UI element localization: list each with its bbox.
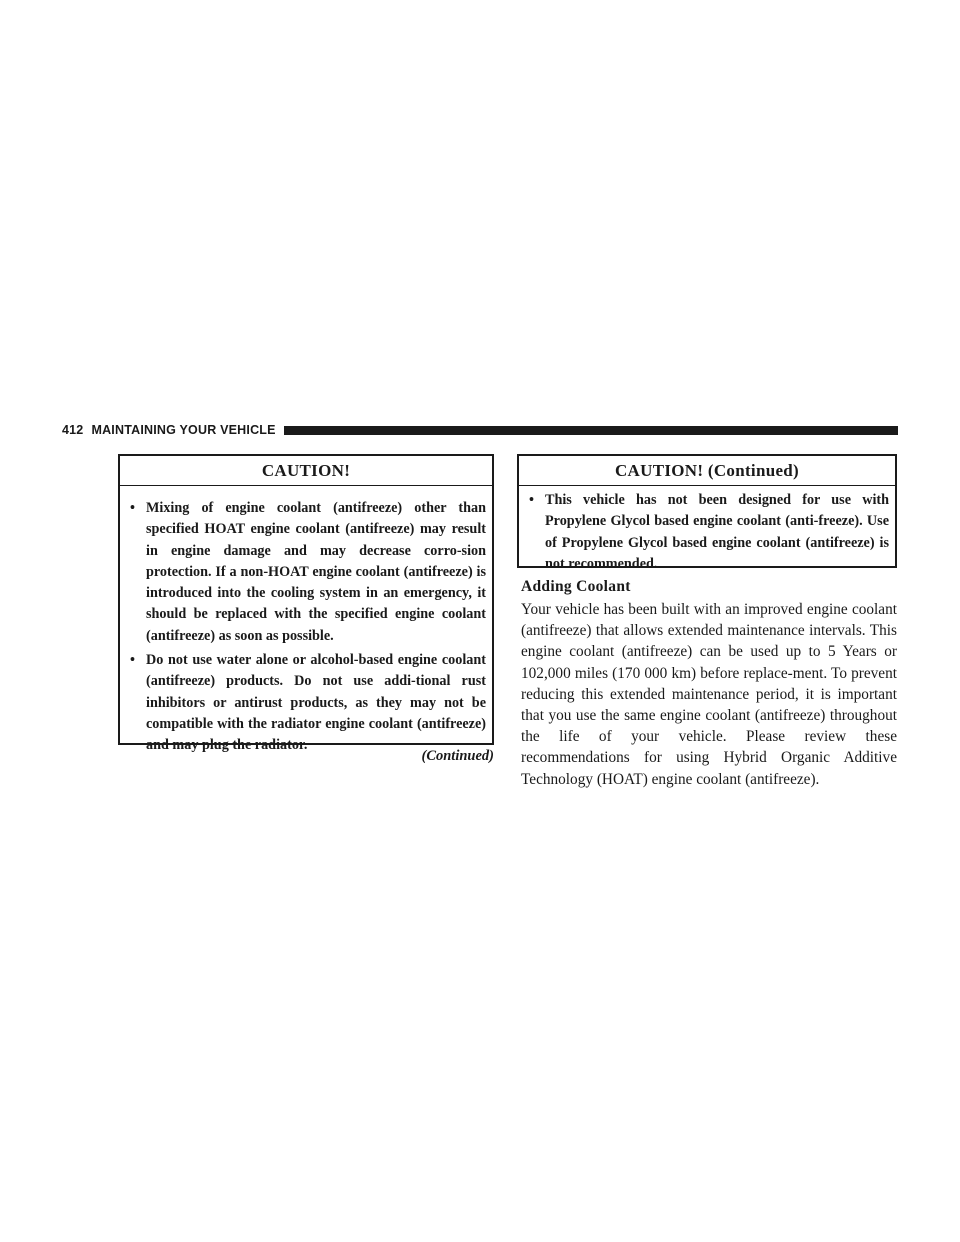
bullet-icon: • bbox=[130, 500, 135, 516]
caution-continued-box bbox=[517, 454, 897, 572]
bullet-icon: • bbox=[130, 652, 135, 669]
caution-item bbox=[128, 498, 486, 647]
caution-title: CAUTION! bbox=[120, 456, 492, 486]
continued-label: (Continued) bbox=[421, 748, 494, 764]
caution-continued-list bbox=[519, 486, 895, 575]
caution-list bbox=[120, 486, 492, 757]
header-rule bbox=[284, 426, 898, 435]
caution-item-text: Mixing of engine coolant (antifreeze) other than specified HOAT engine coolant (antifreeze) may result in engine damage and may decrease corro-sion protection. If a non-HOAT engine coolant (antifreeze) is introduced into the cooling system in an emergency, it should be replaced with the specified engine coolant (antifreeze) as soon as possible. bbox=[146, 500, 486, 644]
caution-item bbox=[128, 650, 486, 756]
caution-item-text: Do not use water alone or alcohol-based engine coolant (antifreeze) products. Do not use addi-tional rust inhibitors or antirust products, as they may not be compatible with the radiator engine coolant (antifreeze) and may plug the radiator. bbox=[146, 652, 486, 754]
caution-box bbox=[118, 454, 494, 754]
caution-item-text: This vehicle has not been designed for use with Propylene Glycol based engine coolant (anti-freeze). Use of Propylene Glycol based engine coolant (antifreeze) is not recommended. bbox=[545, 492, 889, 572]
caution-item bbox=[527, 490, 889, 575]
adding-coolant-body: Your vehicle has been built with an improved engine coolant (antifreeze) that allows extended maintenance intervals. This engine coolant (antifreeze) can be used up to 5 Years or 102,000 miles (170 000 km) before replace-ment. To prevent reducing this extended maintenance period, it is important that you use the same engine coolant (antifreeze) throughout the life of your vehicle. Please review these recommendations for using Hybrid Organic Additive Technology (HOAT) engine coolant (antifreeze). bbox=[521, 601, 897, 788]
page-number: 412 bbox=[62, 423, 84, 437]
adding-coolant-heading: Adding Coolant bbox=[521, 578, 631, 595]
page-header bbox=[62, 422, 898, 438]
section-title: MAINTAINING YOUR VEHICLE bbox=[91, 423, 276, 437]
bullet-icon: • bbox=[529, 492, 534, 508]
caution-continued-title: CAUTION! (Continued) bbox=[519, 456, 895, 486]
